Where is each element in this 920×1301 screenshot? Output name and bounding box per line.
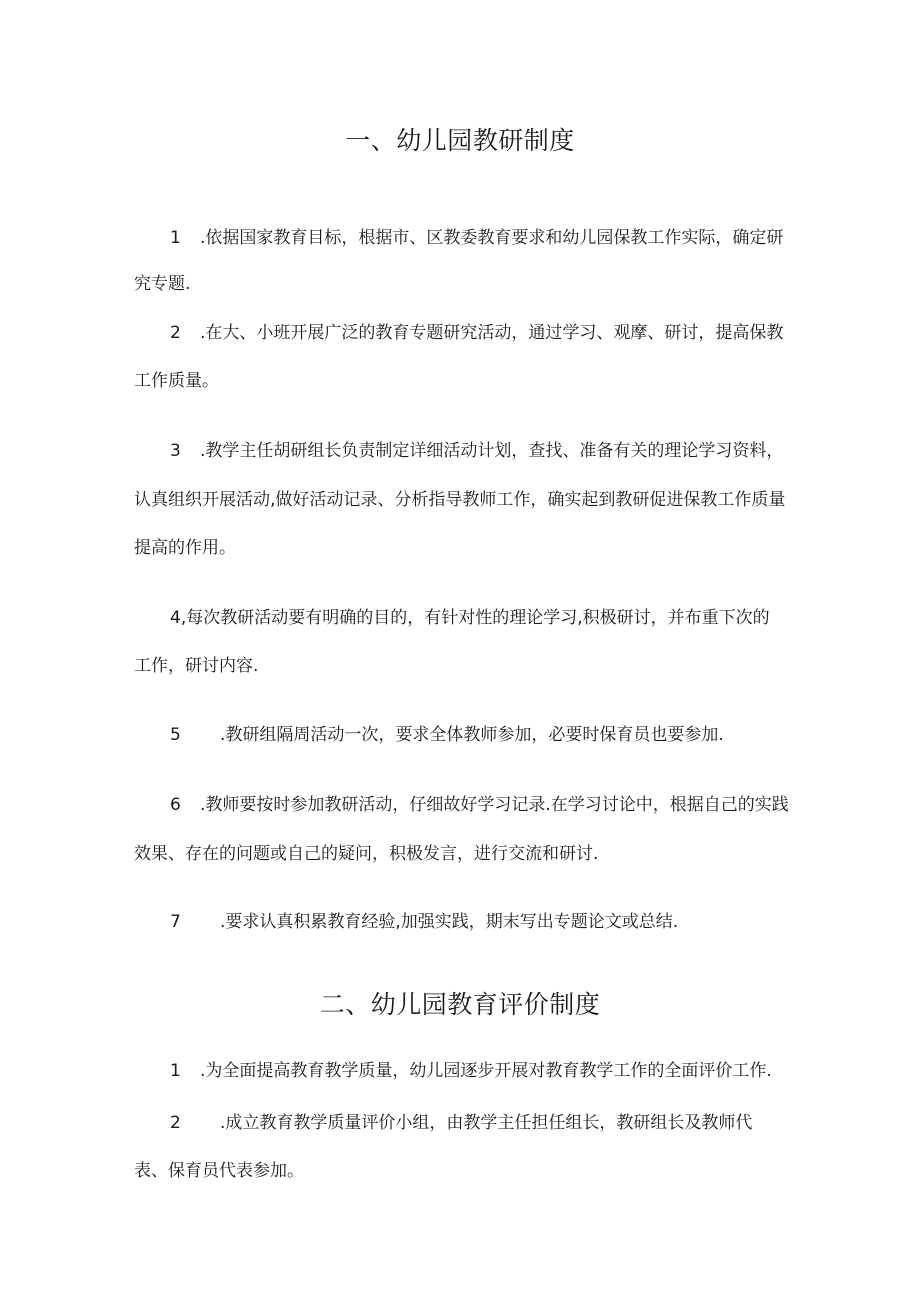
paragraph-line <box>134 790 794 820</box>
item-text: .为全面提高教育教学质量，幼儿园逐步开展对教育教学工作的全面评价工作. <box>200 1061 772 1081</box>
item-number: 2 <box>170 1113 181 1133</box>
section-1-item-6 <box>134 790 794 820</box>
paragraph-line <box>134 603 794 633</box>
section-1-item-1-cont <box>134 269 794 299</box>
section-1-item-3-cont2 <box>134 533 794 563</box>
paragraph-line <box>134 223 794 253</box>
paragraph-line: 究专题. <box>134 274 191 294</box>
paragraph-line: 工作质量。 <box>134 371 219 391</box>
item-text: .在大、小班开展广泛的教育专题研究活动，通过学习、观摩、研讨，提高保教 <box>200 323 784 343</box>
section-1-item-7 <box>134 907 794 937</box>
item-text: .教研组隔周活动一次，要求全体教师参加，必要时保育员也要参加. <box>220 725 724 745</box>
item-text: .教学主任胡研组长负责制定详细活动计划，查找、准备有关的理论学习资料， <box>200 441 784 461</box>
item-number: 2 <box>170 323 181 343</box>
item-number: 1 <box>170 228 181 248</box>
section-1-item-6-cont <box>134 839 794 869</box>
paragraph-line <box>134 1056 794 1086</box>
section-1-item-2-cont <box>134 366 794 396</box>
section-2-item-1 <box>134 1056 794 1086</box>
section-1-item-4 <box>134 603 794 633</box>
item-text: .依据国家教育目标，根据市、区教委教育要求和幼儿园保教工作实际，确定研 <box>200 228 784 248</box>
paragraph-line <box>134 1108 794 1138</box>
paragraph-line: 效果、存在的问题或自己的疑问，积极发言，进行交流和研讨. <box>134 844 599 864</box>
section-1-item-2 <box>134 318 794 348</box>
item-text: .成立教育教学质量评价小组，由教学主任担任组长，教研组长及教师代 <box>220 1113 753 1133</box>
paragraph-line: 认真组织开展活动,做好活动记录、分析指导教师工作，确实起到教研促进保教工作质量 <box>134 490 786 510</box>
paragraph-line <box>134 720 794 750</box>
item-text: .教师要按时参加教研活动，仔细故好学习记录.在学习讨论中，根据自己的实践 <box>200 795 789 815</box>
item-number: 3 <box>170 441 181 461</box>
section-1-item-1 <box>134 223 794 253</box>
section-1-item-5 <box>134 720 794 750</box>
section-2-title: 二、幼儿园教育评价制度 <box>319 990 601 1019</box>
section-1-item-4-cont <box>134 651 794 681</box>
paragraph-line: 表、保育员代表参加。 <box>134 1161 304 1181</box>
item-number: 7 <box>170 912 181 932</box>
item-text: .要求认真积累教育经验,加强实践，期末写出专题论文或总结. <box>220 912 679 932</box>
item-number: 1 <box>170 1061 181 1081</box>
section-2-item-2-cont <box>134 1156 794 1186</box>
item-text: 4,每次教研活动要有明确的目的，有针对性的理论学习,积极研讨，并布重下次的 <box>170 608 770 628</box>
paragraph-line: 工作，研讨内容. <box>134 656 259 676</box>
paragraph-line <box>134 907 794 937</box>
section-1-item-3 <box>134 436 794 466</box>
paragraph-line <box>134 318 794 348</box>
section-1-title: 一、幼儿园教研制度 <box>345 126 575 155</box>
item-number: 5 <box>170 725 181 745</box>
section-2-item-2 <box>134 1108 794 1138</box>
paragraph-line <box>134 436 794 466</box>
section-1-item-3-cont <box>134 485 794 515</box>
paragraph-line: 提高的作用。 <box>134 538 236 558</box>
item-number: 6 <box>170 795 181 815</box>
